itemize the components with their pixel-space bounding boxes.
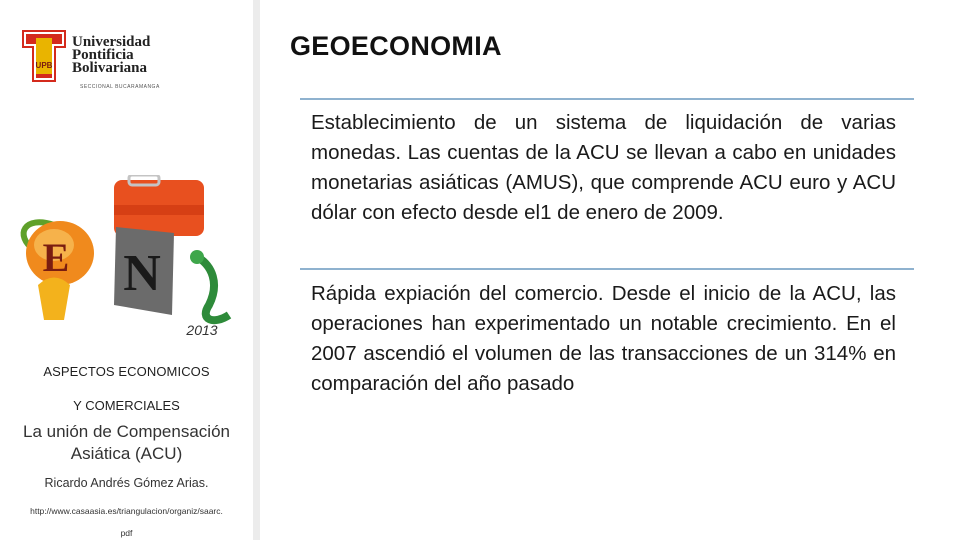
sidebar-subtitle: La unión de Compensación Asiática (ACU) [23,422,230,463]
panel-divider [253,0,260,540]
logo-wordmark [72,36,150,75]
shield-icon [22,30,66,82]
left-panel [0,0,253,540]
logo-seccional: SECCIONAL BUCARAMANGA [80,84,160,90]
logo-line-3: Bolivariana [72,60,148,76]
sidebar-heading-1: ASPECTOS ECONOMICOS [43,364,210,379]
paragraph-rule-1 [300,98,914,100]
suitcase-illustration [14,175,244,340]
paragraph-rule-2 [300,268,914,270]
sidebar-author: Ricardo Andrés Gómez Arias. [44,476,209,490]
logo-line-1: Universidad [72,34,151,50]
sidebar-url: http://www.casaasia.es/triangulacion/organiz/saarc. [30,506,223,516]
university-logo [22,28,172,92]
sidebar-url-end: pdf [120,528,133,538]
paragraph-2: Rápida expiación del comercio. Desde el inicio de la ACU, las operaciones han experimentado un notable crecimiento. En el 2007 ascendió el volumen de las transacciones de un 314% en comparación del año pasado [311,282,896,395]
page-title: GEOECONOMIA [290,31,502,61]
paragraph-1: Establecimiento de un sistema de liquidación de varias monedas. Las cuentas de la ACU se llevan a cabo en unidades monetarias asiáticas (AMUS), que comprende ACU euro y ACU dólar con efecto desde el1 de enero de 2009. [311,111,896,224]
svg-text:E: E [42,235,70,280]
sidebar-heading-2: Y COMERCIALES [73,398,180,413]
svg-text:N: N [123,245,161,302]
logo-line-2: Pontificia [72,47,134,63]
svg-text:UPB: UPB [35,61,53,70]
illustration-year: 2013 [186,322,218,338]
